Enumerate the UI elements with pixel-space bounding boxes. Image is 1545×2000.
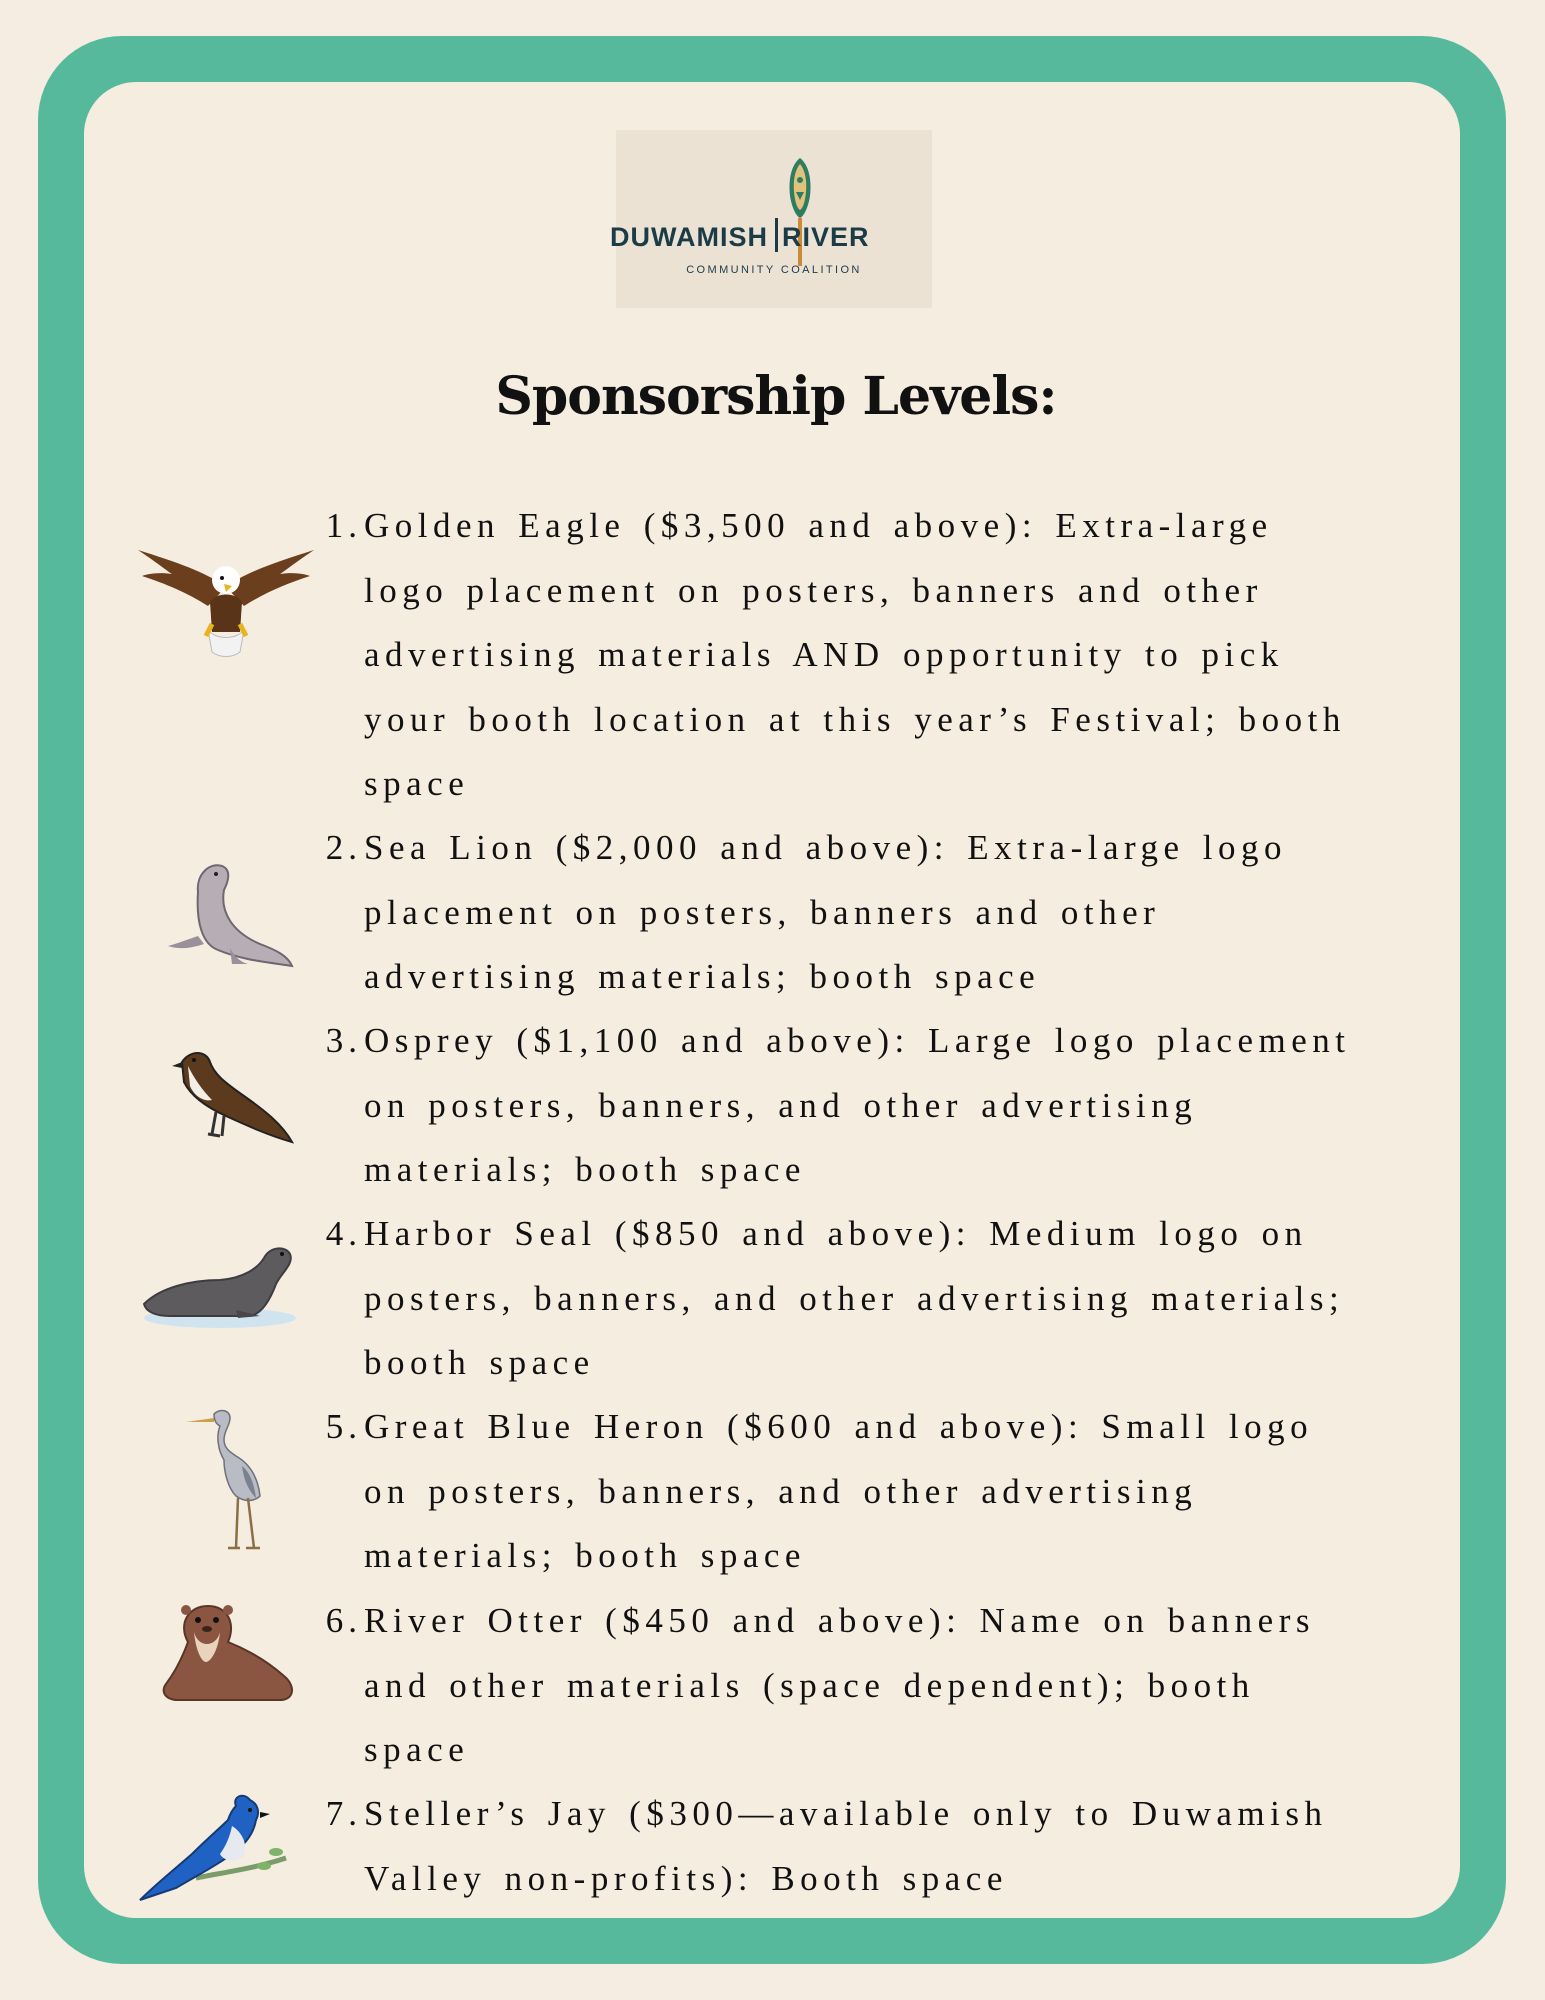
level-description	[364, 816, 1514, 1010]
logo-subtitle: COMMUNITY COALITION	[686, 264, 862, 276]
level-line: on posters, banners, and other advertising	[364, 1471, 1198, 1511]
level-line: logo placement on posters, banners and other	[364, 570, 1263, 610]
level-line: Sea Lion ($2,000 and above): Extra-large logo	[364, 828, 1288, 867]
logo-word-river: RIVER	[782, 222, 870, 252]
level-description	[364, 494, 1514, 817]
level-line: Steller’s Jay ($300—available only to Duwamish	[364, 1794, 1328, 1833]
level-line: on posters, banners, and other advertising	[364, 1085, 1198, 1125]
otter-icon	[158, 1602, 298, 1712]
eagle-icon	[136, 532, 316, 662]
level-number: 1.	[325, 506, 362, 545]
level-line: advertising materials AND opportunity to pick	[364, 635, 1284, 674]
level-number: 6.	[325, 1601, 362, 1640]
card-panel	[84, 82, 1460, 1918]
level-line: Valley non-profits): Booth space	[364, 1858, 1008, 1898]
level-line: and other materials (space dependent); booth	[364, 1665, 1255, 1705]
heron-icon	[184, 1402, 284, 1552]
level-line: Great Blue Heron ($600 and above): Small logo	[364, 1407, 1314, 1446]
sea-lion-icon	[156, 852, 296, 972]
level-description	[364, 1589, 1514, 1783]
level-line: booth space	[364, 1343, 595, 1382]
level-line: your booth location at this year’s Festival; booth	[364, 699, 1346, 739]
level-line: placement on posters, banners and other	[364, 892, 1161, 932]
level-description	[364, 1009, 1514, 1203]
level-number: 2.	[325, 828, 362, 867]
level-description	[364, 1202, 1514, 1396]
level-number: 5.	[325, 1407, 362, 1446]
level-number: 7.	[325, 1794, 362, 1833]
level-line: posters, banners, and other advertising materials;	[364, 1278, 1345, 1318]
level-line: Golden Eagle ($3,500 and above): Extra-large	[364, 506, 1273, 545]
logo-word-duwamish: DUWAMISH	[610, 222, 768, 252]
level-line: advertising materials; booth space	[364, 957, 1041, 996]
level-line: materials; booth space	[364, 1536, 806, 1575]
level-line: Harbor Seal ($850 and above): Medium logo on	[364, 1214, 1308, 1253]
osprey-icon	[164, 1042, 294, 1152]
level-line: space	[364, 764, 470, 803]
harbor-seal-icon	[140, 1232, 300, 1332]
level-line: space	[364, 1730, 470, 1769]
page-title: Sponsorship Levels:	[495, 366, 1057, 427]
level-number: 3.	[325, 1021, 362, 1060]
level-number: 4.	[325, 1214, 362, 1253]
level-line: materials; booth space	[364, 1150, 806, 1189]
jay-icon	[136, 1792, 296, 1902]
level-line: Osprey ($1,100 and above): Large logo placement	[364, 1021, 1351, 1060]
level-description	[364, 1782, 1514, 1911]
level-line: River Otter ($450 and above): Name on banners	[364, 1601, 1315, 1640]
card-frame	[38, 36, 1506, 1964]
level-description	[364, 1395, 1514, 1589]
